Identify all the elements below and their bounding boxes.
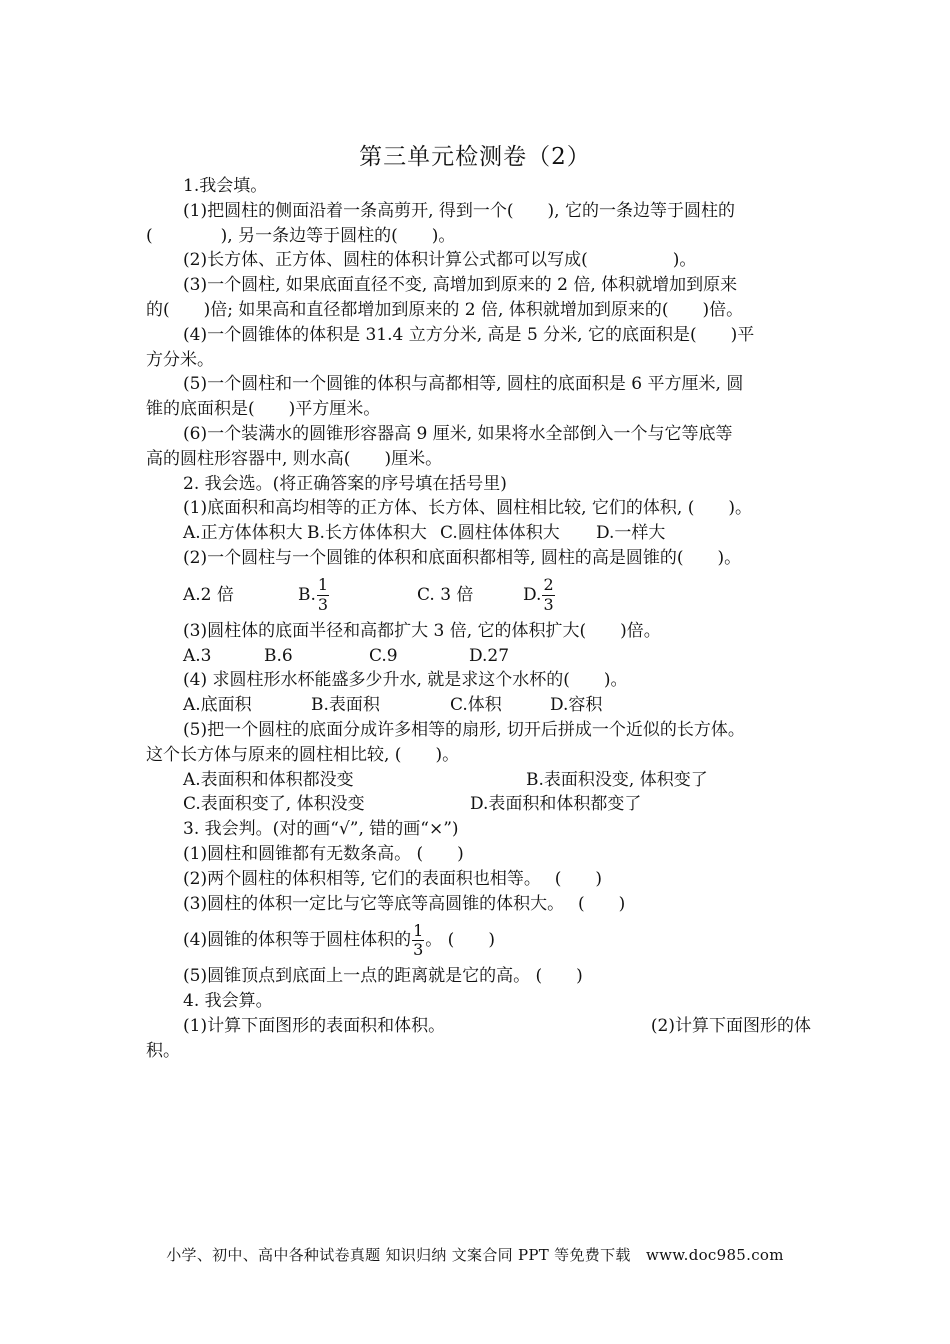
option-b: B.长方体体积大 <box>307 523 427 544</box>
denominator: 3 <box>413 940 424 960</box>
s2-q5-line1: (5)把一个圆柱的底面分成许多相等的扇形, 切开后拼成一个近似的长方体。 <box>183 719 745 740</box>
section-4-heading: 4. 我会算。 <box>183 991 273 1012</box>
s4-q1: (1)计算下面图形的表面积和体积。 <box>183 1015 446 1036</box>
option-c: C.体积 <box>450 695 502 716</box>
s1-q4-line2: 方分米。 <box>146 349 214 370</box>
option-a: A.2 倍 <box>183 584 234 605</box>
footer-text: 小学、初中、高中各种试卷真题 知识归纳 文案合同 PPT 等免费下载 www.doc985.com <box>166 1246 784 1264</box>
s3-q2: (2)两个圆柱的体积相等, 它们的表面积也相等。 ( ) <box>183 868 603 889</box>
option-b-prefix: B. <box>298 584 316 605</box>
option-b: B.表面积没变, 体积变了 <box>526 769 708 790</box>
denominator: 3 <box>543 594 554 614</box>
s1-q1-line1: (1)把圆柱的侧面沿着一条高剪开, 得到一个( ), 它的一条边等于圆柱的 <box>183 200 735 221</box>
s2-q3: (3)圆柱体的底面半径和高都扩大 3 倍, 它的体积扩大( )倍。 <box>183 620 661 641</box>
s2-q1: (1)底面积和高均相等的正方体、长方体、圆柱相比较, 它们的体积, ( )。 <box>183 498 752 519</box>
section-2-heading: 2. 我会选。(将正确答案的序号填在括号里) <box>183 473 507 494</box>
denominator: 3 <box>317 594 329 614</box>
page-title: 第三单元检测卷（2） <box>359 144 591 170</box>
option-a: A.3 <box>183 645 212 666</box>
fraction-one-third <box>412 922 424 960</box>
s3-q4-suffix: 。 ( ) <box>425 930 495 951</box>
s3-q3: (3)圆柱的体积一定比与它等底等高圆锥的体积大。 ( ) <box>183 893 626 914</box>
numerator: 2 <box>543 575 554 595</box>
option-c: C. 3 倍 <box>417 584 474 605</box>
s2-q4-options <box>146 693 811 718</box>
s2-q2: (2)一个圆柱与一个圆锥的体积和底面积都相等, 圆柱的高是圆锥的( )。 <box>183 547 742 568</box>
s1-q2: (2)长方体、正方体、圆柱的体积计算公式都可以写成( )。 <box>183 250 697 271</box>
s3-q5: (5)圆锥顶点到底面上一点的距离就是它的高。 ( ) <box>183 966 583 987</box>
s2-q1-options <box>146 521 811 546</box>
option-c: C.表面积变了, 体积没变 <box>183 794 365 815</box>
s4-q2-line1: (2)计算下面图形的体 <box>650 1015 811 1036</box>
s3-q4-prefix: (4)圆锥的体积等于圆柱体积的 <box>183 930 412 951</box>
option-a: A.底面积 <box>183 695 252 716</box>
s1-q5-line2: 锥的底面积是( )平方厘米。 <box>146 399 381 420</box>
document-body <box>146 174 811 1064</box>
option-a: A.正方体体积大 <box>183 523 303 544</box>
s1-q6-line2: 高的圆柱形容器中, 则水高( )厘米。 <box>146 448 443 469</box>
option-d-prefix: D. <box>523 584 542 605</box>
s2-q5-line2: 这个长方体与原来的圆柱相比较, ( )。 <box>146 744 460 765</box>
s1-q6-line1: (6)一个装满水的圆锥形容器高 9 厘米, 如果将水全部倒入一个与它等底等 <box>183 423 733 444</box>
s3-q1: (1)圆柱和圆锥都有无数条高。 ( ) <box>183 843 464 864</box>
option-a: A.表面积和体积都没变 <box>183 769 354 790</box>
fraction-two-thirds <box>542 576 554 614</box>
option-d: D.容积 <box>550 695 603 716</box>
fraction-one-third <box>317 576 329 614</box>
option-d <box>523 571 556 619</box>
option-b: B.6 <box>264 645 293 666</box>
option-d: D.27 <box>469 645 510 666</box>
s1-q4-line1: (4)一个圆锥体的体积是 31.4 立方分米, 高是 5 分米, 它的底面积是( )平 <box>183 324 755 345</box>
s2-q3-options <box>146 644 811 669</box>
section-3-heading: 3. 我会判。(对的画“√”, 错的画“×”) <box>183 819 459 840</box>
s2-q2-options <box>146 571 811 619</box>
option-c: C.9 <box>369 645 398 666</box>
section-1-heading: 1.我会填。 <box>183 176 268 196</box>
s2-q5-options-row2 <box>146 792 811 817</box>
option-b <box>298 571 417 619</box>
s1-q1-line2: ( ), 另一条边等于圆柱的( )。 <box>146 225 456 246</box>
s4-q2-line2: 积。 <box>146 1040 180 1061</box>
option-d: D.表面积和体积都变了 <box>470 794 642 815</box>
option-c: C.圆柱体体积大 <box>440 523 560 544</box>
s1-q5-line1: (5)一个圆柱和一个圆锥的体积与高都相等, 圆柱的底面积是 6 平方厘米, 圆 <box>183 374 744 395</box>
s3-q4 <box>146 916 811 964</box>
s4-q-row <box>146 1014 811 1039</box>
option-d: D.一样大 <box>596 523 666 544</box>
s2-q4: (4) 求圆柱形水杯能盛多少升水, 就是求这个水杯的( )。 <box>183 670 628 691</box>
option-b: B.表面积 <box>311 695 380 716</box>
numerator: 1 <box>413 920 424 940</box>
s1-q3-line1: (3)一个圆柱, 如果底面直径不变, 高增加到原来的 2 倍, 体积就增加到原来 <box>183 275 738 296</box>
numerator: 1 <box>317 575 329 595</box>
s1-q3-line2: 的( )倍; 如果高和直径都增加到原来的 2 倍, 体积就增加到原来的( )倍。 <box>146 299 744 320</box>
s2-q5-options-row1 <box>146 768 811 793</box>
